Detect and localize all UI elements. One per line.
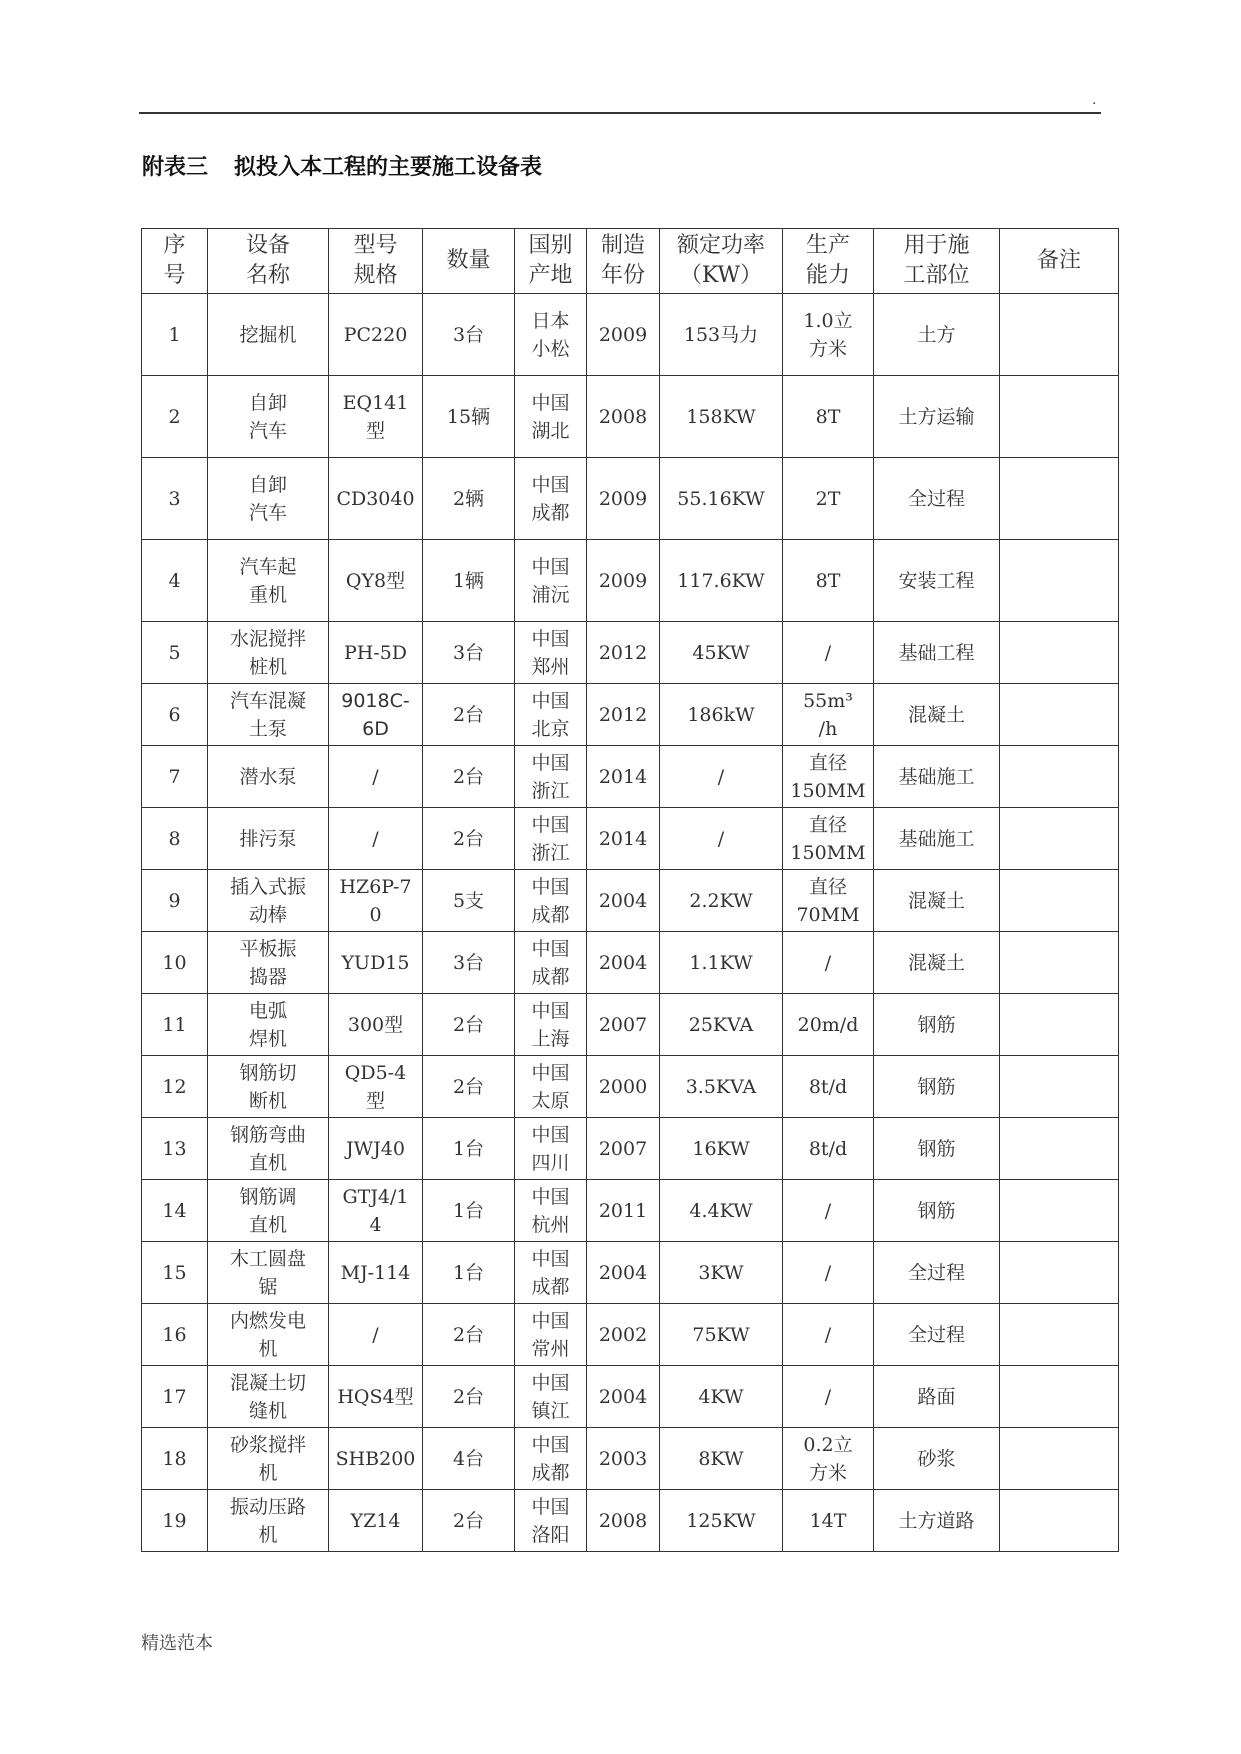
cell-no: 11 [142, 994, 208, 1056]
cell-capacity: 20m/d [783, 994, 874, 1056]
cell-use: 路面 [874, 1366, 1000, 1428]
cell-year: 2009 [587, 540, 660, 622]
cell-capacity: 8T [783, 376, 874, 458]
title-label: 附表三 [142, 155, 209, 180]
cell-power: 25KVA [660, 994, 783, 1056]
cell-no: 10 [142, 932, 208, 994]
cell-use: 钢筋 [874, 1118, 1000, 1180]
cell-use: 砂浆 [874, 1428, 1000, 1490]
col-header-power: 额定功率 （KW） [660, 229, 783, 294]
cell-capacity: 直径 70MM [783, 870, 874, 932]
cell-note [1000, 1490, 1119, 1552]
cell-model: 300型 [329, 994, 423, 1056]
cell-origin: 中国 成都 [515, 458, 587, 540]
cell-capacity: / [783, 1180, 874, 1242]
cell-origin: 中国 浙江 [515, 746, 587, 808]
cell-model: / [329, 746, 423, 808]
cell-use: 钢筋 [874, 994, 1000, 1056]
cell-power: 117.6KW [660, 540, 783, 622]
cell-capacity: 55m³ /h [783, 684, 874, 746]
cell-use: 安装工程 [874, 540, 1000, 622]
cell-origin: 中国 成都 [515, 870, 587, 932]
cell-origin: 日本 小松 [515, 294, 587, 376]
cell-capacity: 直径 150MM [783, 808, 874, 870]
cell-origin: 中国 四川 [515, 1118, 587, 1180]
cell-qty: 2台 [423, 808, 515, 870]
cell-note [1000, 376, 1119, 458]
page-title [142, 150, 542, 181]
cell-origin: 中国 常州 [515, 1304, 587, 1366]
cell-model: QY8型 [329, 540, 423, 622]
cell-qty: 2台 [423, 1490, 515, 1552]
cell-capacity: 0.2立 方米 [783, 1428, 874, 1490]
cell-power: 55.16KW [660, 458, 783, 540]
cell-year: 2011 [587, 1180, 660, 1242]
cell-capacity: 8T [783, 540, 874, 622]
cell-capacity: 2T [783, 458, 874, 540]
cell-note [1000, 870, 1119, 932]
cell-name: 钢筋调 直机 [208, 1180, 329, 1242]
cell-year: 2014 [587, 808, 660, 870]
cell-qty: 3台 [423, 932, 515, 994]
cell-model: HQS4型 [329, 1366, 423, 1428]
cell-name: 振动压路 机 [208, 1490, 329, 1552]
cell-model: PC220 [329, 294, 423, 376]
cell-use: 混凝土 [874, 870, 1000, 932]
cell-use: 全过程 [874, 1242, 1000, 1304]
table-row [142, 1056, 1119, 1118]
cell-power: 186kW [660, 684, 783, 746]
cell-model: HZ6P-7 0 [329, 870, 423, 932]
cell-note [1000, 458, 1119, 540]
cell-no: 6 [142, 684, 208, 746]
cell-power: / [660, 808, 783, 870]
cell-model: PH-5D [329, 622, 423, 684]
col-header-origin: 国别 产地 [515, 229, 587, 294]
table-row [142, 622, 1119, 684]
cell-model: SHB200 [329, 1428, 423, 1490]
cell-model: CD3040 [329, 458, 423, 540]
cell-no: 15 [142, 1242, 208, 1304]
cell-year: 2014 [587, 746, 660, 808]
cell-qty: 3台 [423, 294, 515, 376]
cell-qty: 15辆 [423, 376, 515, 458]
cell-qty: 3台 [423, 622, 515, 684]
cell-use: 基础施工 [874, 808, 1000, 870]
cell-year: 2007 [587, 1118, 660, 1180]
cell-capacity: / [783, 1304, 874, 1366]
table-row [142, 1242, 1119, 1304]
cell-origin: 中国 镇江 [515, 1366, 587, 1428]
equipment-table-body [142, 294, 1119, 1552]
table-row [142, 1490, 1119, 1552]
cell-name: 潜水泵 [208, 746, 329, 808]
cell-note [1000, 932, 1119, 994]
cell-note [1000, 540, 1119, 622]
cell-origin: 中国 成都 [515, 1242, 587, 1304]
cell-model: 9018C- 6D [329, 684, 423, 746]
cell-use: 全过程 [874, 1304, 1000, 1366]
cell-power: 153马力 [660, 294, 783, 376]
cell-name: 汽车起 重机 [208, 540, 329, 622]
cell-model: QD5-4 型 [329, 1056, 423, 1118]
cell-model: YUD15 [329, 932, 423, 994]
cell-use: 钢筋 [874, 1056, 1000, 1118]
cell-power: 16KW [660, 1118, 783, 1180]
cell-note [1000, 1118, 1119, 1180]
table-row [142, 1180, 1119, 1242]
cell-note [1000, 746, 1119, 808]
col-header-qty: 数量 [423, 229, 515, 294]
cell-name: 汽车混凝 土泵 [208, 684, 329, 746]
cell-note [1000, 684, 1119, 746]
cell-use: 基础工程 [874, 622, 1000, 684]
cell-origin: 中国 上海 [515, 994, 587, 1056]
table-row [142, 1118, 1119, 1180]
cell-capacity: 1.0立 方米 [783, 294, 874, 376]
cell-year: 2004 [587, 870, 660, 932]
header-rule [139, 112, 1101, 114]
cell-name: 自卸 汽车 [208, 458, 329, 540]
cell-power: 4.4KW [660, 1180, 783, 1242]
cell-note [1000, 622, 1119, 684]
cell-power: 158KW [660, 376, 783, 458]
cell-year: 2000 [587, 1056, 660, 1118]
cell-no: 14 [142, 1180, 208, 1242]
cell-year: 2009 [587, 458, 660, 540]
cell-no: 8 [142, 808, 208, 870]
cell-model: / [329, 1304, 423, 1366]
cell-model: JWJ40 [329, 1118, 423, 1180]
cell-year: 2007 [587, 994, 660, 1056]
cell-note [1000, 808, 1119, 870]
cell-capacity: 直径 150MM [783, 746, 874, 808]
cell-note [1000, 294, 1119, 376]
cell-origin: 中国 成都 [515, 932, 587, 994]
cell-use: 钢筋 [874, 1180, 1000, 1242]
cell-name: 砂浆搅拌 机 [208, 1428, 329, 1490]
cell-qty: 2台 [423, 1366, 515, 1428]
cell-qty: 1台 [423, 1118, 515, 1180]
cell-origin: 中国 郑州 [515, 622, 587, 684]
cell-year: 2012 [587, 622, 660, 684]
cell-power: 45KW [660, 622, 783, 684]
cell-qty: 2台 [423, 1304, 515, 1366]
table-header-row [142, 229, 1119, 294]
cell-name: 插入式振 动棒 [208, 870, 329, 932]
cell-use: 土方 [874, 294, 1000, 376]
col-header-no: 序 号 [142, 229, 208, 294]
title-text: 拟投入本工程的主要施工设备表 [234, 155, 543, 180]
cell-no: 2 [142, 376, 208, 458]
cell-no: 19 [142, 1490, 208, 1552]
cell-model: MJ-114 [329, 1242, 423, 1304]
cell-qty: 2台 [423, 1056, 515, 1118]
cell-qty: 1辆 [423, 540, 515, 622]
cell-name: 排污泵 [208, 808, 329, 870]
cell-name: 内燃发电 机 [208, 1304, 329, 1366]
table-row [142, 294, 1119, 376]
cell-no: 1 [142, 294, 208, 376]
table-row [142, 1428, 1119, 1490]
cell-use: 混凝土 [874, 684, 1000, 746]
cell-origin: 中国 湖北 [515, 376, 587, 458]
cell-model: / [329, 808, 423, 870]
cell-year: 2004 [587, 1366, 660, 1428]
table-row [142, 994, 1119, 1056]
cell-power: 125KW [660, 1490, 783, 1552]
cell-use: 混凝土 [874, 932, 1000, 994]
cell-name: 挖掘机 [208, 294, 329, 376]
cell-use: 土方运输 [874, 376, 1000, 458]
cell-qty: 2辆 [423, 458, 515, 540]
cell-year: 2002 [587, 1304, 660, 1366]
cell-name: 电弧 焊机 [208, 994, 329, 1056]
cell-use: 土方道路 [874, 1490, 1000, 1552]
cell-no: 9 [142, 870, 208, 932]
cell-qty: 1台 [423, 1180, 515, 1242]
col-header-year: 制造 年份 [587, 229, 660, 294]
cell-note [1000, 1180, 1119, 1242]
cell-no: 13 [142, 1118, 208, 1180]
cell-note [1000, 1366, 1119, 1428]
cell-no: 7 [142, 746, 208, 808]
cell-year: 2009 [587, 294, 660, 376]
cell-name: 平板振 捣器 [208, 932, 329, 994]
cell-power: 4KW [660, 1366, 783, 1428]
cell-note [1000, 1304, 1119, 1366]
cell-qty: 2台 [423, 684, 515, 746]
cell-use: 基础施工 [874, 746, 1000, 808]
table-row [142, 870, 1119, 932]
table-row [142, 808, 1119, 870]
cell-year: 2003 [587, 1428, 660, 1490]
cell-no: 4 [142, 540, 208, 622]
cell-note [1000, 1056, 1119, 1118]
cell-year: 2008 [587, 1490, 660, 1552]
cell-capacity: 14T [783, 1490, 874, 1552]
cell-capacity: / [783, 1366, 874, 1428]
cell-origin: 中国 浙江 [515, 808, 587, 870]
cell-power: 8KW [660, 1428, 783, 1490]
cell-no: 12 [142, 1056, 208, 1118]
cell-qty: 1台 [423, 1242, 515, 1304]
cell-name: 钢筋切 断机 [208, 1056, 329, 1118]
cell-origin: 中国 太原 [515, 1056, 587, 1118]
cell-qty: 2台 [423, 746, 515, 808]
table-row [142, 540, 1119, 622]
cell-name: 水泥搅拌 桩机 [208, 622, 329, 684]
cell-power: 2.2KW [660, 870, 783, 932]
cell-power: 3KW [660, 1242, 783, 1304]
cell-note [1000, 1428, 1119, 1490]
cell-origin: 中国 洛阳 [515, 1490, 587, 1552]
cell-capacity: 8t/d [783, 1056, 874, 1118]
cell-capacity: / [783, 622, 874, 684]
cell-year: 2004 [587, 1242, 660, 1304]
table-row [142, 684, 1119, 746]
cell-power: 1.1KW [660, 932, 783, 994]
cell-capacity: 8t/d [783, 1118, 874, 1180]
cell-no: 16 [142, 1304, 208, 1366]
cell-name: 木工圆盘 锯 [208, 1242, 329, 1304]
cell-power: 3.5KVA [660, 1056, 783, 1118]
equipment-table [141, 228, 1119, 1552]
cell-use: 全过程 [874, 458, 1000, 540]
cell-model: GTJ4/1 4 [329, 1180, 423, 1242]
header-mark: . [1092, 92, 1097, 108]
cell-qty: 2台 [423, 994, 515, 1056]
cell-note [1000, 994, 1119, 1056]
cell-no: 3 [142, 458, 208, 540]
cell-name: 混凝土切 缝机 [208, 1366, 329, 1428]
cell-note [1000, 1242, 1119, 1304]
cell-qty: 5支 [423, 870, 515, 932]
cell-qty: 4台 [423, 1428, 515, 1490]
cell-capacity: / [783, 932, 874, 994]
footer-text: 精选范本 [141, 1633, 213, 1654]
table-row [142, 458, 1119, 540]
cell-year: 2008 [587, 376, 660, 458]
cell-model: YZ14 [329, 1490, 423, 1552]
cell-year: 2004 [587, 932, 660, 994]
cell-model: EQ141 型 [329, 376, 423, 458]
cell-name: 自卸 汽车 [208, 376, 329, 458]
cell-no: 17 [142, 1366, 208, 1428]
cell-origin: 中国 北京 [515, 684, 587, 746]
cell-origin: 中国 成都 [515, 1428, 587, 1490]
cell-no: 5 [142, 622, 208, 684]
table-row [142, 1366, 1119, 1428]
col-header-capacity: 生产 能力 [783, 229, 874, 294]
table-row [142, 376, 1119, 458]
cell-name: 钢筋弯曲 直机 [208, 1118, 329, 1180]
cell-power: 75KW [660, 1304, 783, 1366]
cell-year: 2012 [587, 684, 660, 746]
table-row [142, 932, 1119, 994]
cell-no: 18 [142, 1428, 208, 1490]
table-row [142, 746, 1119, 808]
col-header-model: 型号 规格 [329, 229, 423, 294]
cell-origin: 中国 杭州 [515, 1180, 587, 1242]
cell-power: / [660, 746, 783, 808]
table-row [142, 1304, 1119, 1366]
cell-origin: 中国 浦沅 [515, 540, 587, 622]
col-header-use: 用于施 工部位 [874, 229, 1000, 294]
col-header-note: 备注 [1000, 229, 1119, 294]
cell-capacity: / [783, 1242, 874, 1304]
col-header-name: 设备 名称 [208, 229, 329, 294]
